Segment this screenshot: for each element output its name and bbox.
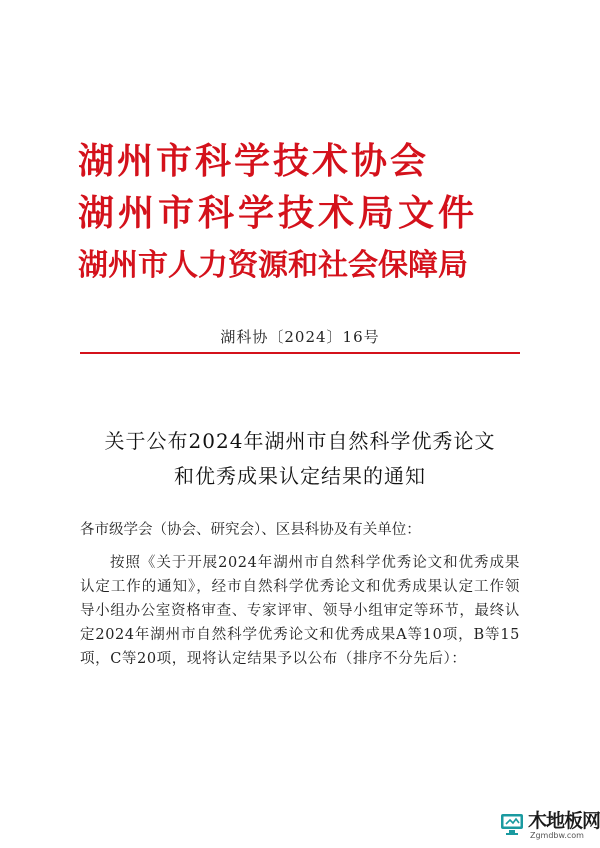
document-number: 湖科协〔2024〕16号 xyxy=(220,328,380,346)
body-paragraph: 按照《关于开展2024年湖州市自然科学优秀论文和优秀成果认定工作的通知》，经市自然科学优秀论文和优秀成果认定工作领导小组办公室资格审查、专家评审、领导小组审定等环节，最终认定2024年湖州市自然科学优秀论文和优秀成果A等10项，B等15项，C等20项，现将认定结果予以公布（排序不分先后）： xyxy=(80,555,520,667)
monitor-icon xyxy=(500,812,524,836)
addressee: 各市级学会（协会、研究会）、区县科协及有关单位： xyxy=(80,522,421,538)
notice-title-line-1: 关于公布2024年湖州市自然科学优秀论文 xyxy=(104,429,496,453)
watermark-site-name: 木地板网 xyxy=(528,810,600,832)
red-divider-line xyxy=(80,352,520,354)
notice-title-line-2: 和优秀成果认定结果的通知 xyxy=(174,464,426,488)
issuer-header-line-2: 湖州市科学技术局文件 xyxy=(78,193,479,234)
issuer-header-line-1: 湖州市科学技术协会 xyxy=(78,141,430,182)
watermark-url: Zgmdbw.com xyxy=(530,831,584,840)
issuer-header-line-3: 湖州市人力资源和社会保障局 xyxy=(78,248,468,283)
